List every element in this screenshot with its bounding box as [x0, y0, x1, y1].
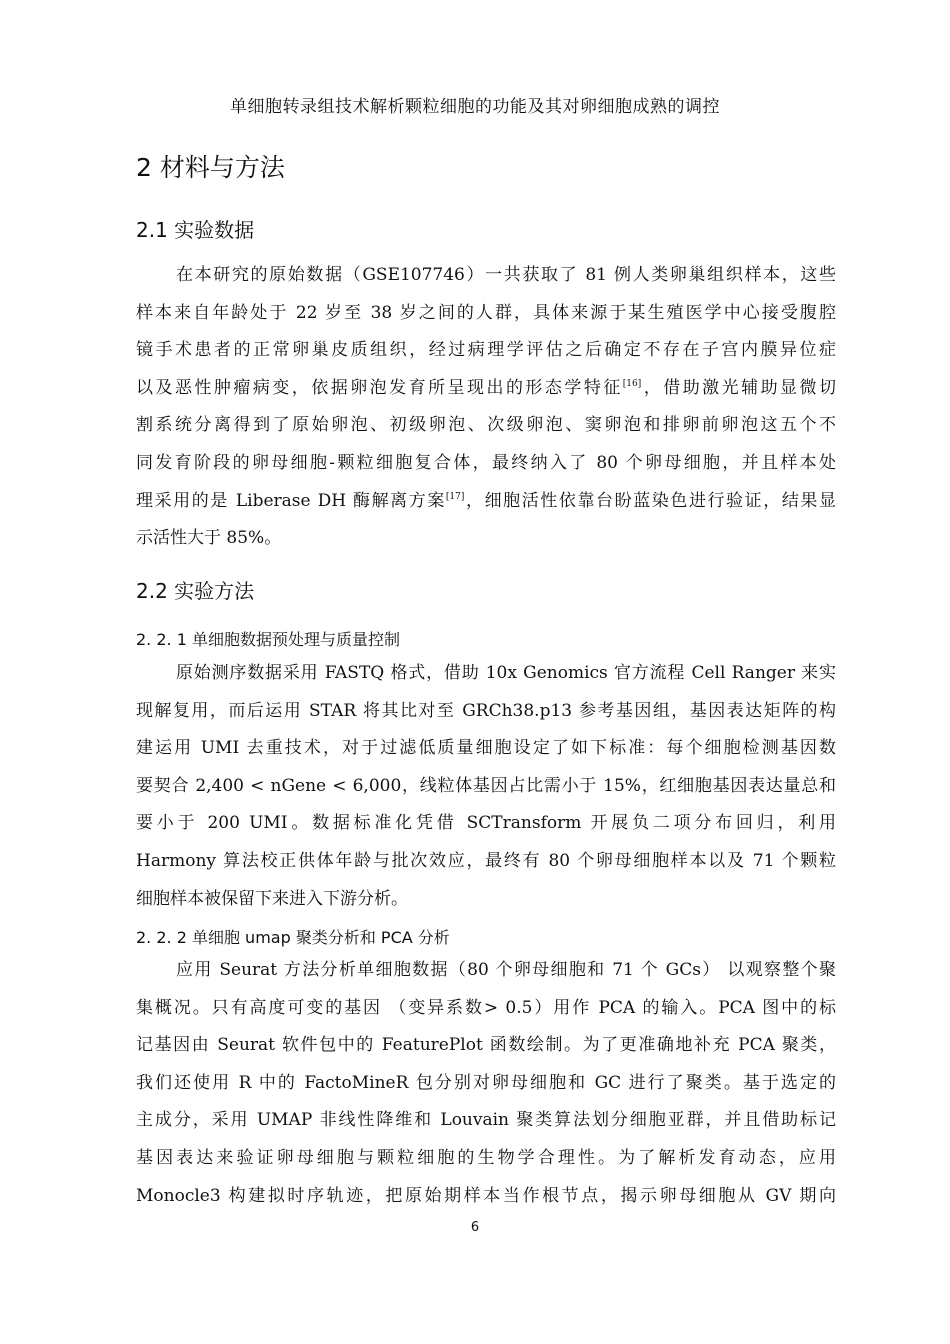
- subsection-2-2-2-title: 2. 2. 2 单细胞 umap 聚类分析和 PCA 分析: [136, 928, 450, 947]
- paragraph-line: 建运用 UMI 去重技术，对于过滤低质量细胞设定了如下标准：每个细胞检测基因数: [136, 738, 836, 759]
- line-text: 以及恶性肿瘤病变，依据卵泡发育所呈现出的形态学特征: [136, 377, 623, 398]
- paragraph-line: 原始测序数据采用 FASTQ 格式，借助 10x Genomics 官方流程 Cell Ranger 来实: [176, 663, 836, 683]
- paragraph-line: 镜手术患者的正常卵巢皮质组织，经过病理学评估之后确定不存在子宫内膜异位症: [136, 340, 836, 361]
- running-header: 单细胞转录组技术解析颗粒细胞的功能及其对卵细胞成熟的调控: [230, 97, 720, 117]
- paragraph-line: 主成分，采用 UMAP 非线性降维和 Louvain 聚类算法划分细胞亚群，并且借助标记: [136, 1110, 836, 1131]
- paragraph-line: 样本来自年龄处于 22 岁至 38 岁之间的人群，具体来源于某生殖医学中心接受腹腔: [136, 302, 836, 323]
- paragraph-line: 记基因由 Seurat 软件包中的 FeaturePlot 函数绘制。为了更准确地补充 PCA 聚类，: [136, 1035, 836, 1056]
- paragraph-line: 应用 Seurat 方法分析单细胞数据（80 个卵母细胞和 71 个 GCs） 以观察整个聚: [176, 960, 836, 980]
- paragraph-line: 要契合 2,400 < nGene < 6,000，线粒体基因占比需小于 15%，红细胞基因表达量总和: [136, 775, 836, 796]
- line-text: ，细胞活性依靠台盼蓝染色进行验证，结果显: [464, 490, 836, 511]
- paragraph-line: 细胞样本被保留下来进入下游分析。: [136, 888, 408, 909]
- line-text: 理采用的是 Liberase DH 酶解离方案: [136, 490, 446, 511]
- citation-ref: [16]: [622, 378, 642, 389]
- paragraph-line: Monocle3 构建拟时序轨迹，把原始期样本当作根节点，揭示卵母细胞从 GV 期向: [136, 1185, 836, 1206]
- paragraph-line: 在本研究的原始数据（GSE107746）一共获取了 81 例人类卵巢组织样本，这些: [176, 265, 836, 285]
- paragraph-line: [136, 370, 836, 408]
- subsection-2-2-1-title: 2. 2. 1 单细胞数据预处理与质量控制: [136, 630, 400, 649]
- subsection-2-2-2-paragraph: [136, 952, 836, 1215]
- paragraph-line: Harmony 算法校正供体年龄与批次效应，最终有 80 个卵母细胞样本以及 71 个颗粒: [136, 850, 836, 871]
- citation-ref: [17]: [445, 491, 465, 502]
- paragraph-line: 示活性大于 85%。: [136, 528, 282, 549]
- chapter-title: 2 材料与方法: [136, 153, 285, 182]
- paragraph-line: 集概况。只有高度可变的基因 （变异系数> 0.5）用作 PCA 的输入。PCA 图中的标: [136, 997, 836, 1018]
- page-number: 6: [470, 1220, 480, 1235]
- section-2-2-title: 2.2 实验方法: [136, 579, 255, 603]
- section-2-1-paragraph: [136, 257, 836, 558]
- paragraph-line: 基因表达来验证卵母细胞与颗粒细胞的生物学合理性。为了解析发育动态，应用: [136, 1147, 836, 1168]
- paragraph-line: 同发育阶段的卵母细胞-颗粒细胞复合体，最终纳入了 80 个卵母细胞，并且样本处: [136, 452, 836, 473]
- subsection-2-2-1-paragraph: [136, 655, 836, 918]
- paragraph-line: [136, 483, 836, 521]
- paragraph-line: 要小于 200 UMI。数据标准化凭借 SCTransform 开展负二项分布回归，利用: [136, 813, 836, 834]
- section-2-1-title: 2.1 实验数据: [136, 218, 255, 242]
- paragraph-line: 割系统分离得到了原始卵泡、初级卵泡、次级卵泡、窦卵泡和排卵前卵泡这五个不: [136, 415, 836, 436]
- paragraph-line: 现解复用，而后运用 STAR 将其比对至 GRCh38.p13 参考基因组，基因表达矩阵的构: [136, 700, 836, 721]
- paragraph-line: 我们还使用 R 中的 FactoMineR 包分别对卵母细胞和 GC 进行了聚类。基于选定的: [136, 1072, 836, 1093]
- line-text: ，借助激光辅助显微切: [641, 377, 836, 398]
